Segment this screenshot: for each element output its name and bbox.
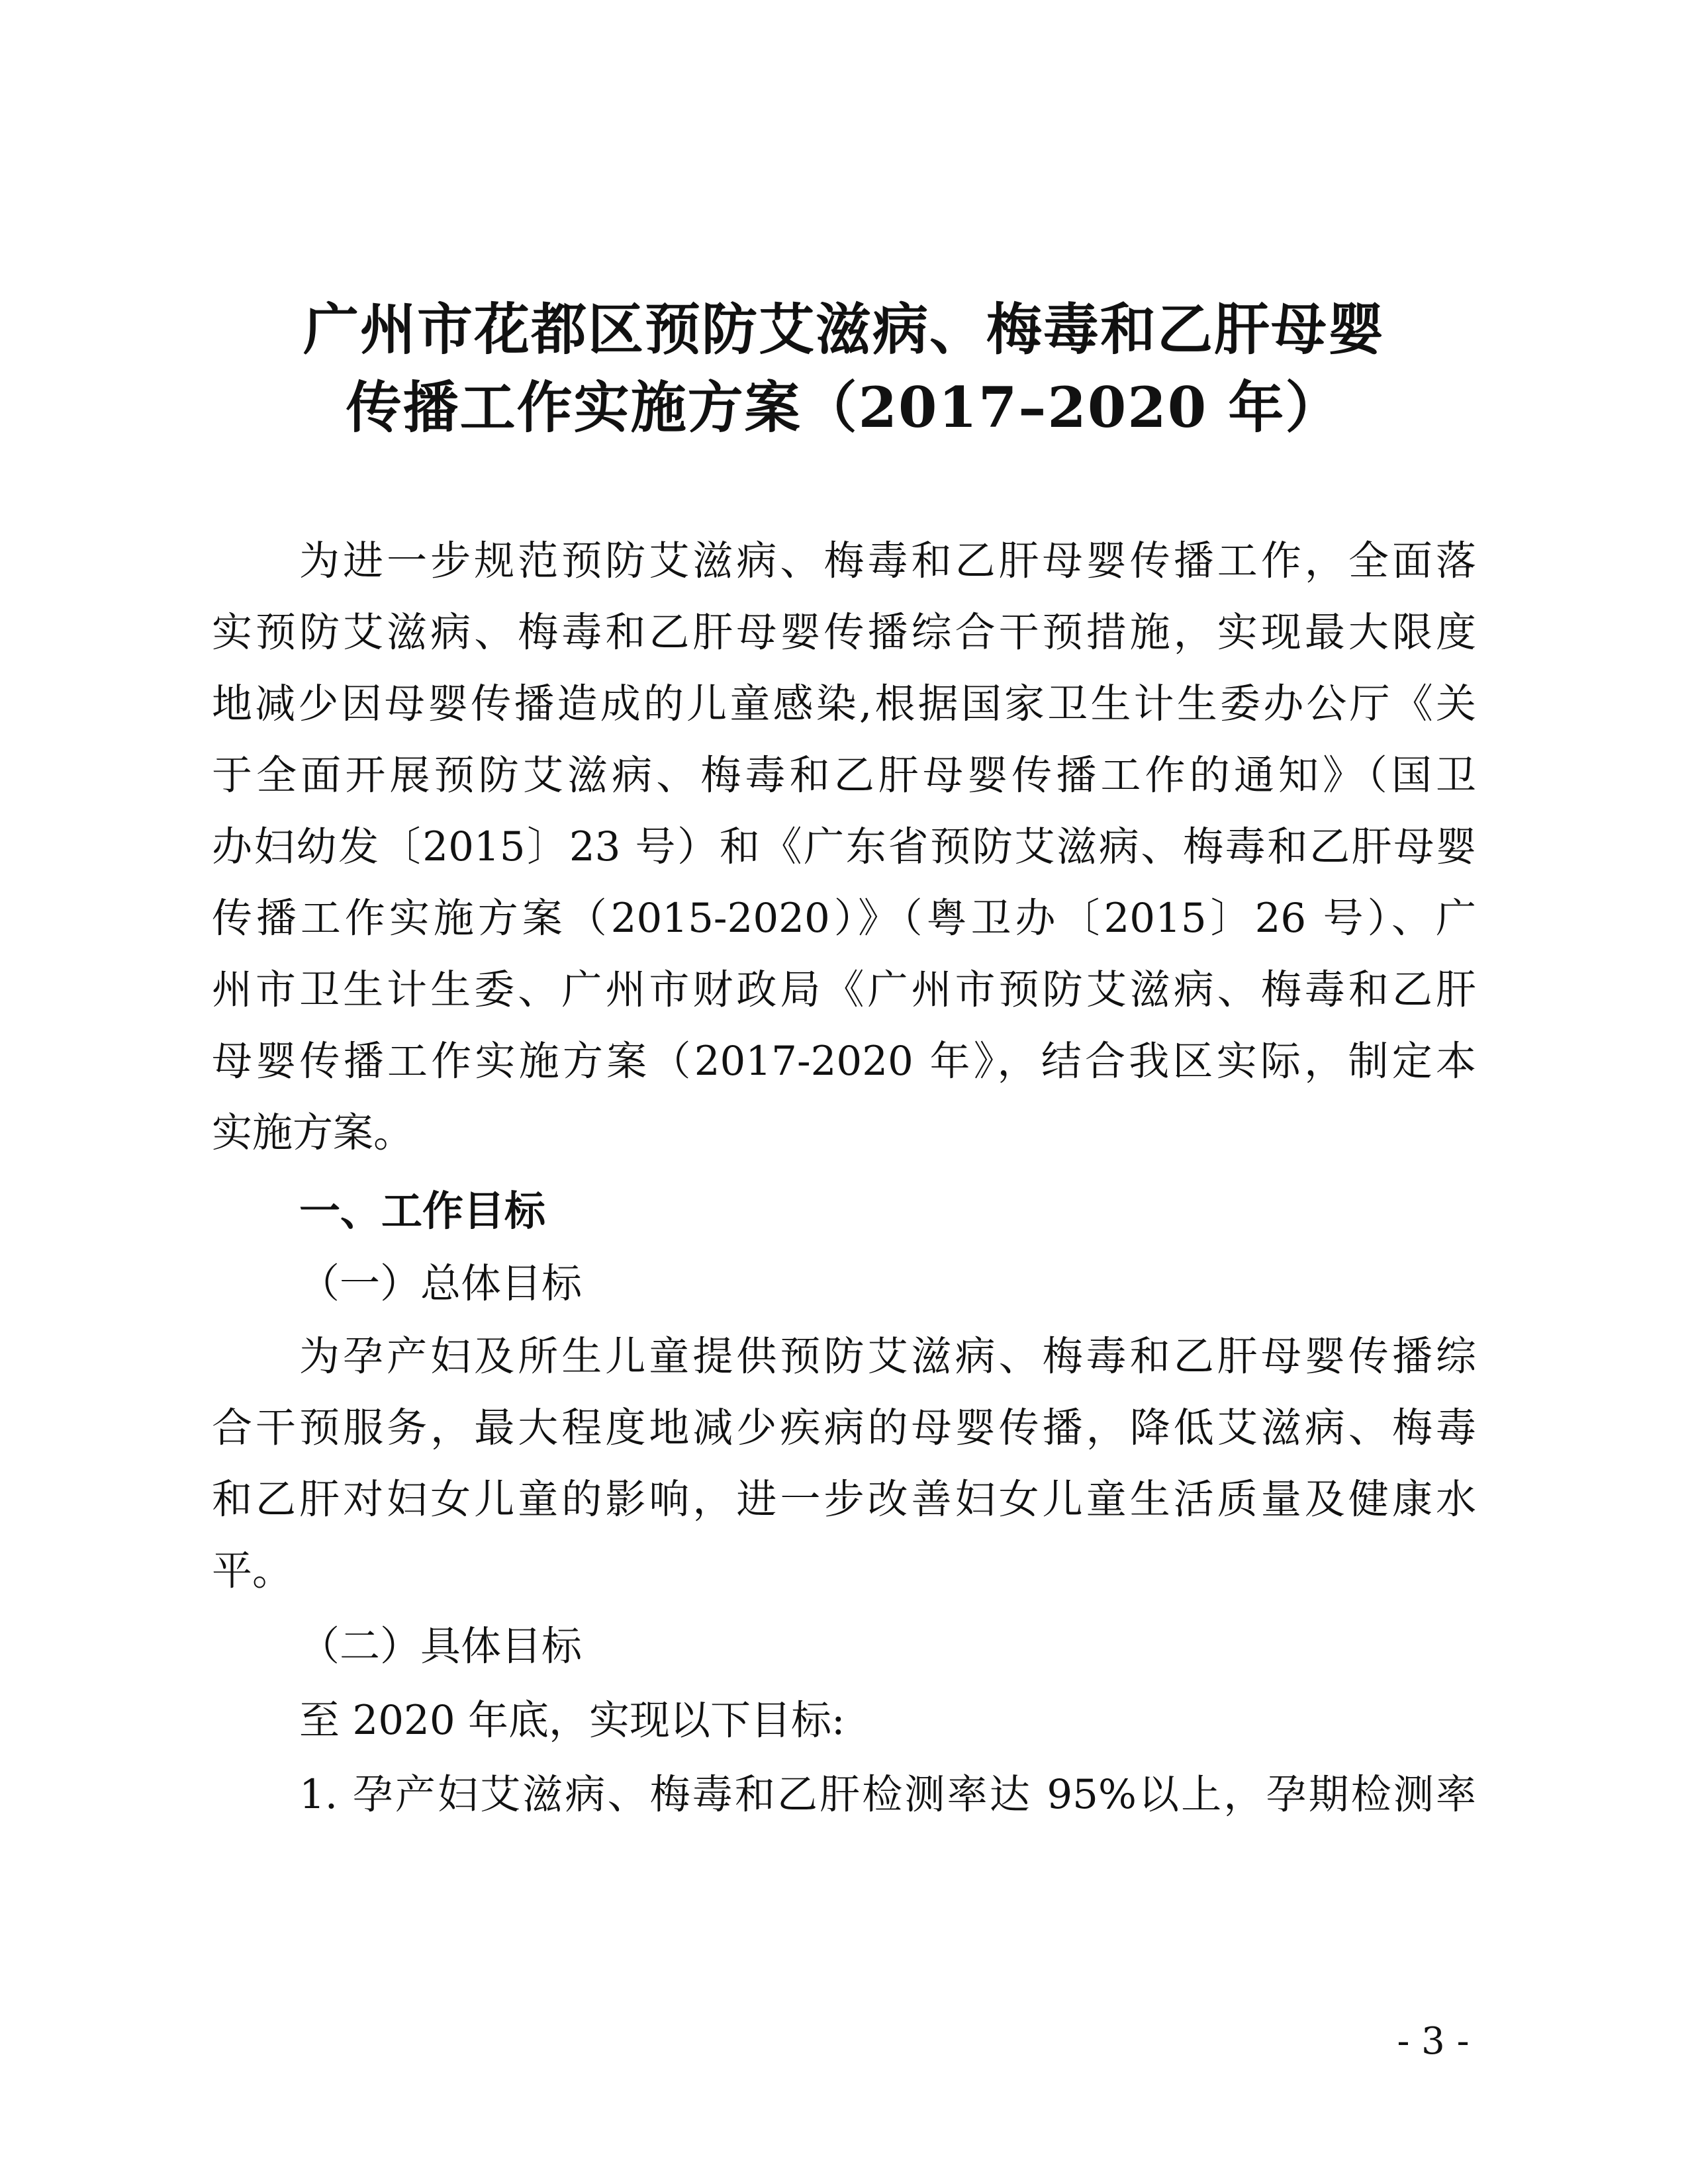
intro-paragraph-line: 为进一步规范预防艾滋病、梅毒和乙肝母婴传播工作，全面落 xyxy=(299,537,1476,584)
intro-paragraph-line: 地减少因母婴传播造成的儿童感染,根据国家卫生计生委办公厅《关 xyxy=(212,680,1476,727)
overall-goal-line: 平。 xyxy=(212,1547,293,1594)
subsection-heading: （一）总体目标 xyxy=(299,1260,583,1307)
intro-paragraph-line: 传播工作实施方案（2015-2020）》（粤卫办〔2015〕26 号）、广 xyxy=(212,895,1476,942)
specific-goal-item: 1. 孕产妇艾滋病、梅毒和乙肝检测率达 95%以上，孕期检测率 xyxy=(299,1771,1476,1818)
intro-paragraph-line: 实施方案。 xyxy=(212,1109,414,1156)
page-number: - 3 - xyxy=(1397,2020,1470,2063)
intro-paragraph-line: 州市卫生计生委、广州市财政局《广州市预防艾滋病、梅毒和乙肝 xyxy=(212,966,1476,1013)
intro-paragraph-line: 实预防艾滋病、梅毒和乙肝母婴传播综合干预措施，实现最大限度 xyxy=(212,609,1476,656)
intro-paragraph-line: 于全面开展预防艾滋病、梅毒和乙肝母婴传播工作的通知》（国卫 xyxy=(212,752,1476,799)
subsection-heading: （二）具体目标 xyxy=(299,1623,583,1670)
intro-paragraph-line: 母婴传播工作实施方案（2017-2020 年》，结合我区实际，制定本 xyxy=(212,1038,1476,1085)
overall-goal-line: 合干预服务，最大程度地减少疾病的母婴传播，降低艾滋病、梅毒 xyxy=(212,1404,1476,1451)
document-title-line-1: 广州市花都区预防艾滋病、梅毒和乙肝母婴 xyxy=(303,296,1385,362)
section-heading: 一、工作目标 xyxy=(299,1187,546,1235)
intro-paragraph-line: 办妇幼发〔2015〕23 号）和《广东省预防艾滋病、梅毒和乙肝母婴 xyxy=(212,823,1476,870)
document-title-line-2: 传播工作实施方案（2017–2020 年） xyxy=(346,375,1342,440)
overall-goal-line: 和乙肝对妇女儿童的影响，进一步改善妇女儿童生活质量及健康水 xyxy=(212,1476,1476,1523)
specific-goal-intro: 至 2020 年底，实现以下目标: xyxy=(299,1697,845,1744)
overall-goal-line: 为孕产妇及所生儿童提供预防艾滋病、梅毒和乙肝母婴传播综 xyxy=(299,1333,1476,1380)
